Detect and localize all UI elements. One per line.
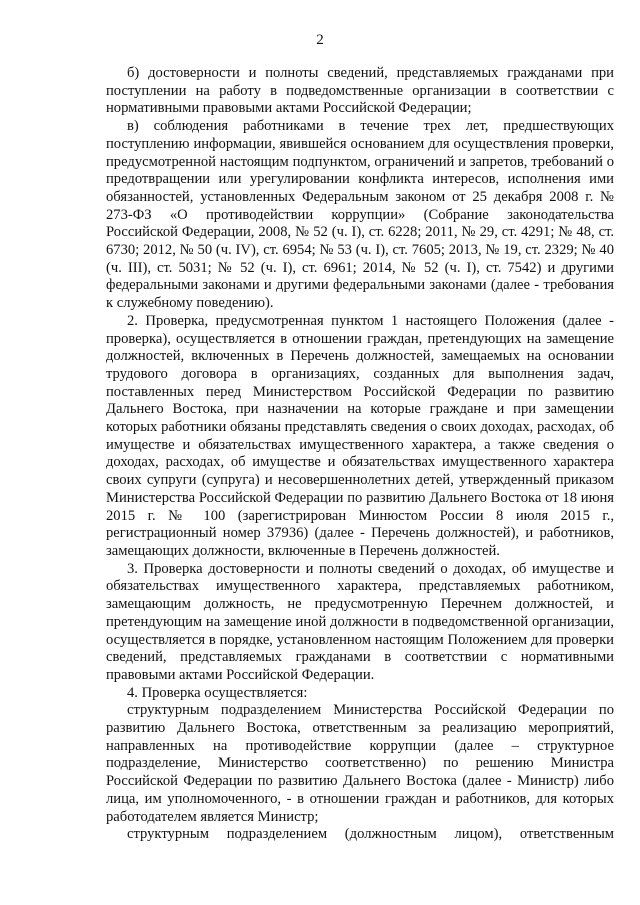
paragraph-2-scope: 2. Проверка, предусмотренная пунктом 1 настоящего Положения (далее - проверка), осуществляется в отношении граждан, претендующих на замещение должностей, включенных в Перечень должностей, замещаемых на основании трудового договора в организациях, созданных для выполнения задач, поставленных перед Министерством Российской Федерации по развитию Дальнего Востока, при назначении на которые граждане и при замещении которых работники обязаны представлять сведения о своих доходах, расходах, об имуществе и обязательствах имущественного характера, а также сведения о доходах, расходах, об имуществе и обязательствах имущественного характера своих супруги (супруга) и несовершеннолетних детей, утвержденный приказом Министерства Российской Федерации по развитию Дальнего Востока от 18 июня 2015 г. № 100 (зарегистрирован Минюстом России 8 июля 2015 г., регистрационный номер 37936) (далее - Перечень должностей), и работников, замещающих должности, включенные в Перечень должностей.	[106, 312, 614, 559]
paragraph-b-reliability: б) достоверности и полноты сведений, представляемых гражданами при поступлении на работу в подведомственные организации в соответствии с нормативными правовыми актами Российской Федерации;	[106, 65, 614, 117]
page-number: 2	[316, 32, 324, 48]
paragraph-3-verification: 3. Проверка достоверности и полноты сведений о доходах, об имуществе и обязательствах имущественного характера, представляемых работником, замещающим должность, не предусмотренную Перечнем должностей, и претендующим на замещение иной должности в подведомственной организации, осуществляется в порядке, установленном настоящим Положением для проверки сведений, представляемых гражданами в соответствии с нормативными правовыми актами Российской Федерации.	[106, 560, 614, 683]
paragraph-4-heading: 4. Проверка осуществляется:	[127, 684, 308, 701]
paragraph-v-compliance: в) соблюдения работниками в течение трех лет, предшествующих поступлению информации, явившейся основанием для осуществления проверки, предусмотренной настоящим подпунктом, ограничений и запретов, требований о предотвращении или урегулировании конфликта интересов, исполнения ими обязанностей, установленных Федеральным законом от 25 декабря 2008 г. № 273-ФЗ «О противодействии коррупции» (Собрание законодательства Российской Федерации, 2008, № 52 (ч. I), ст. 6228; 2011, № 29, ст. 4291; № 48, ст. 6730; 2012, № 50 (ч. IV), ст. 6954; № 53 (ч. I), ст. 7605; 2013, № 19, ст. 2329; № 40 (ч. III), ст. 5031; № 52 (ч. I), ст. 6961; 2014, № 52 (ч. I), ст. 7542) и другими федеральными законами и другими федеральными законами (далее - требования к служебному поведению).	[106, 118, 614, 312]
paragraph-4-continuation: структурным подразделением (должностным лицом), ответственным	[127, 826, 614, 843]
paragraph-4-structural-unit: структурным подразделением Министерства Российской Федерации по развитию Дальнего Востока, ответственным за реализацию мероприятий, направленных на противодействие коррупции (далее – структурное подразделение, Министерство соответственно) по решению Министра Российской Федерации по развитию Дальнего Востока (далее - Министр) либо лица, им уполномоченного, - в отношении граждан и работников, для которых работодателем является Министр;	[106, 702, 614, 825]
document-body	[106, 65, 614, 844]
